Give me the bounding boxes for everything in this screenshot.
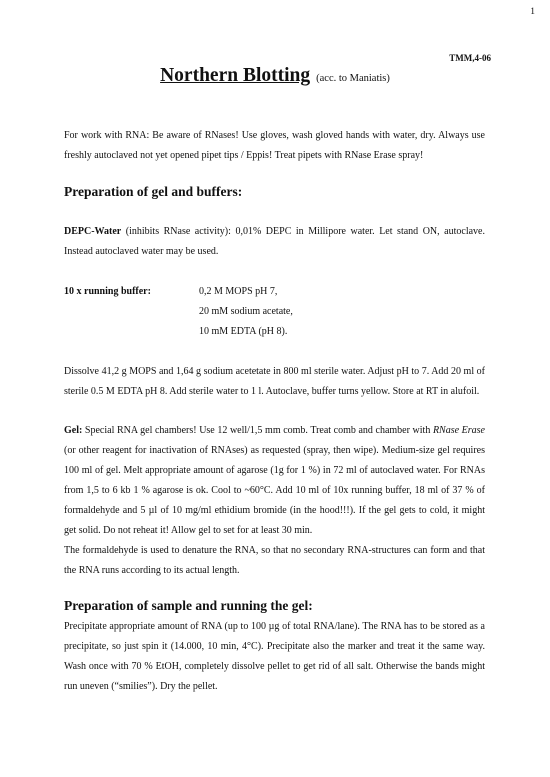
section-heading-gel-buffers: Preparation of gel and buffers: xyxy=(64,184,243,199)
gel-paragraph xyxy=(64,421,485,541)
dissolve-paragraph: Dissolve 41,2 g MOPS and 1,64 g sodium acetetate in 800 ml sterile water. Adjust pH to 7. Add 20 ml of sterile 0.5 M EDTA pH 8. Add sterile water to 1 l. Autoclave, buffer turns yellow. Store at RT in alufoil. xyxy=(64,366,485,397)
running-buffer-block xyxy=(64,282,485,342)
page-title: Northern Blotting xyxy=(160,65,311,86)
gel-text-part: Special RNA gel chambers! Use 12 well/1,5 mm comb. Treat comb and chamber with xyxy=(82,425,433,436)
document-body xyxy=(64,126,485,697)
buffer-row xyxy=(64,322,485,342)
title-row xyxy=(0,65,550,87)
title-subtitle: (acc. to Maniatis) xyxy=(316,73,390,84)
depc-paragraph xyxy=(64,222,485,262)
depc-text: (inhibits RNase activity): 0,01% DEPC in Millipore water. Let stand ON, autoclave. Instead autoclaved water may be used. xyxy=(64,226,485,257)
buffer-item: 20 mM sodium acetate, xyxy=(199,306,293,317)
buffer-label: 10 x running buffer: xyxy=(64,286,151,297)
document-reference: TMM,4-06 xyxy=(449,53,491,63)
intro-paragraph: For work with RNA: Be aware of RNases! Use gloves, wash gloved hands with water, dry. Always use freshly autoclaved not yet opened pipet tips / Eppis! Treat pipets with RNase Erase spray! xyxy=(64,130,485,161)
buffer-item: 10 mM EDTA (pH 8). xyxy=(199,326,288,337)
section-heading-sample-running: Preparation of sample and running the gel: xyxy=(64,598,313,613)
buffer-item: 0,2 M MOPS pH 7, xyxy=(199,286,278,297)
depc-label: DEPC-Water xyxy=(64,226,122,237)
gel-italic-reagent: RNase Erase xyxy=(432,425,485,436)
gel-label: Gel: xyxy=(64,425,83,436)
page-number: 1 xyxy=(530,7,535,17)
formaldehyde-paragraph: The formaldehyde is used to denature the RNA, so that no secondary RNA-structures can form and that the RNA runs according to its actual length. xyxy=(64,545,485,576)
buffer-row xyxy=(64,302,485,322)
buffer-row xyxy=(64,282,485,302)
gel-text-part: (or other reagent for inactivation of RNAses) as requested (spray, then wipe). Medium-size gel requires 100 ml of gel. Melt appropriate amount of agarose (1g for 1 %) in 72 ml of autoclaved water. For RNAs from 1,5 to 6 kb 1 % agarose is ok. Cool to ~60°C. Add 10 ml of 10x running buffer, 18 ml of 37 % of formaldehyde and 5 µl of 10 mg/ml ethidium bromide (in the hood!!!). If the gel gets to cold, it might get solid. Do not reheat it! Allow gel to set for at least 30 min. xyxy=(64,445,485,536)
sample-paragraph: Precipitate appropriate amount of RNA (up to 100 µg of total RNA/lane). The RNA has to be stored as a precipitate, so just spin it (14.000, 10 min, 4°C). Precipitate also the marker and treat it the same way. Wash once with 70 % EtOH, completely dissolve pellet to get rid of all salt. Otherwise the bands might run uneven (“smilies”). Dry the pellet. xyxy=(64,621,485,692)
